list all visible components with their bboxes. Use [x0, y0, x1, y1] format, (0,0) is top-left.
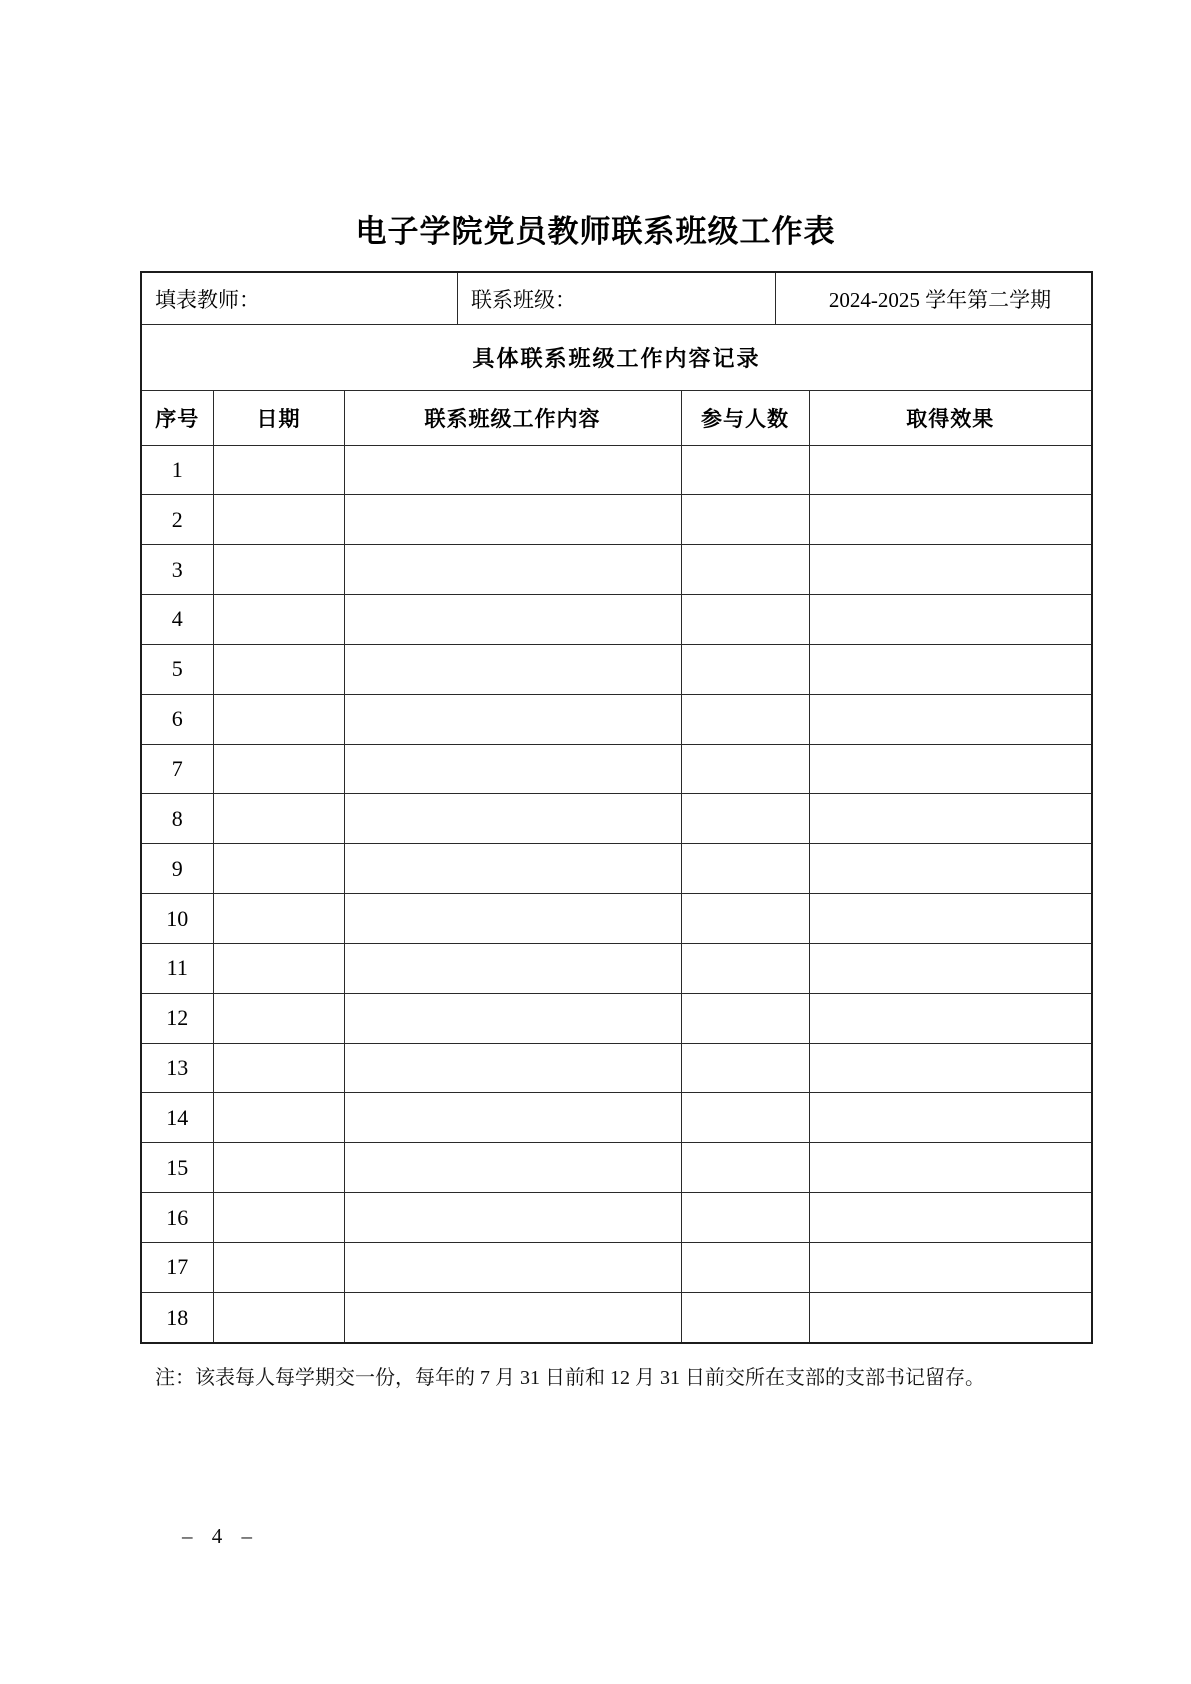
row-date-cell[interactable] — [213, 1292, 344, 1342]
row-participants-cell[interactable] — [681, 545, 809, 595]
footer-note: 注：该表每人每学期交一份，每年的 7 月 31 日前和 12 月 31 日前交所在支部的支部书记留存。 — [155, 1367, 985, 1389]
row-number-cell: 13 — [142, 1043, 213, 1093]
table-row — [142, 545, 1091, 595]
row-content-cell[interactable] — [344, 1093, 681, 1143]
row-number-cell: 18 — [142, 1292, 213, 1342]
row-number-cell: 10 — [142, 894, 213, 944]
row-result-cell[interactable] — [809, 1243, 1091, 1293]
row-result-cell[interactable] — [809, 943, 1091, 993]
table-row — [142, 943, 1091, 993]
row-content-cell[interactable] — [344, 744, 681, 794]
row-content-cell[interactable] — [344, 1193, 681, 1243]
column-header-index: 序号 — [142, 391, 213, 445]
section-header-text: 具体联系班级工作内容记录 — [472, 346, 761, 371]
form-info-row — [142, 273, 1091, 325]
row-content-cell[interactable] — [344, 1243, 681, 1293]
row-participants-cell[interactable] — [681, 1243, 809, 1293]
row-content-cell[interactable] — [344, 794, 681, 844]
row-content-cell[interactable] — [344, 1292, 681, 1342]
row-number-cell: 11 — [142, 943, 213, 993]
row-content-cell[interactable] — [344, 545, 681, 595]
row-number-cell: 2 — [142, 495, 213, 545]
table-row — [142, 844, 1091, 894]
row-number-cell: 5 — [142, 644, 213, 694]
row-content-cell[interactable] — [344, 1043, 681, 1093]
table-row — [142, 1043, 1091, 1093]
row-result-cell[interactable] — [809, 595, 1091, 645]
row-date-cell[interactable] — [213, 744, 344, 794]
row-date-cell[interactable] — [213, 545, 344, 595]
semester-cell — [776, 273, 1091, 324]
row-content-cell[interactable] — [344, 844, 681, 894]
row-number-cell: 14 — [142, 1093, 213, 1143]
table-row — [142, 495, 1091, 545]
row-content-cell[interactable] — [344, 644, 681, 694]
row-participants-cell[interactable] — [681, 694, 809, 744]
row-date-cell[interactable] — [213, 644, 344, 694]
row-number-cell: 8 — [142, 794, 213, 844]
column-header-result: 取得效果 — [809, 391, 1091, 445]
row-number-cell: 17 — [142, 1243, 213, 1293]
row-result-cell[interactable] — [809, 545, 1091, 595]
row-date-cell[interactable] — [213, 1193, 344, 1243]
row-date-cell[interactable] — [213, 943, 344, 993]
row-date-cell[interactable] — [213, 445, 344, 495]
table-row — [142, 595, 1091, 645]
row-participants-cell[interactable] — [681, 844, 809, 894]
row-date-cell[interactable] — [213, 1243, 344, 1293]
row-participants-cell[interactable] — [681, 1143, 809, 1193]
row-number-cell: 4 — [142, 595, 213, 645]
class-label: 联系班级： — [471, 287, 576, 312]
column-header-content: 联系班级工作内容 — [344, 391, 681, 445]
teacher-value-field[interactable] — [260, 273, 457, 324]
row-result-cell[interactable] — [809, 694, 1091, 744]
row-number-cell: 6 — [142, 694, 213, 744]
table-row — [142, 1193, 1091, 1243]
row-participants-cell[interactable] — [681, 993, 809, 1043]
row-date-cell[interactable] — [213, 495, 344, 545]
table-row — [142, 644, 1091, 694]
table-row — [142, 744, 1091, 794]
row-result-cell[interactable] — [809, 1143, 1091, 1193]
row-result-cell[interactable] — [809, 744, 1091, 794]
row-content-cell[interactable] — [344, 595, 681, 645]
column-header-participants: 参与人数 — [681, 391, 809, 445]
row-date-cell[interactable] — [213, 794, 344, 844]
row-result-cell[interactable] — [809, 1043, 1091, 1093]
form-table-body — [142, 445, 1091, 1342]
row-participants-cell[interactable] — [681, 1043, 809, 1093]
row-participants-cell[interactable] — [681, 445, 809, 495]
table-row — [142, 794, 1091, 844]
row-result-cell[interactable] — [809, 993, 1091, 1043]
row-result-cell[interactable] — [809, 1093, 1091, 1143]
row-content-cell[interactable] — [344, 894, 681, 944]
row-result-cell[interactable] — [809, 445, 1091, 495]
semester-text: 2024-2025 学年第二学期 — [828, 287, 1052, 312]
row-result-cell[interactable] — [809, 1193, 1091, 1243]
class-value-field[interactable] — [576, 273, 775, 324]
row-participants-cell[interactable] — [681, 495, 809, 545]
row-result-cell[interactable] — [809, 644, 1091, 694]
form-table — [140, 271, 1093, 1344]
table-row — [142, 1243, 1091, 1293]
column-header-date: 日期 — [213, 391, 344, 445]
work-record-table — [142, 391, 1091, 1342]
row-date-cell[interactable] — [213, 595, 344, 645]
row-result-cell[interactable] — [809, 495, 1091, 545]
row-participants-cell[interactable] — [681, 794, 809, 844]
row-content-cell[interactable] — [344, 993, 681, 1043]
row-result-cell[interactable] — [809, 844, 1091, 894]
row-content-cell[interactable] — [344, 495, 681, 545]
row-number-cell: 12 — [142, 993, 213, 1043]
page-title: 电子学院党员教师联系班级工作表 — [355, 214, 836, 249]
row-date-cell[interactable] — [213, 1143, 344, 1193]
row-number-cell: 16 — [142, 1193, 213, 1243]
row-content-cell[interactable] — [344, 1143, 681, 1193]
row-date-cell[interactable] — [213, 844, 344, 894]
teacher-label: 填表教师： — [155, 287, 260, 312]
table-header — [142, 391, 1091, 445]
row-number-cell: 3 — [142, 545, 213, 595]
table-row — [142, 1292, 1091, 1342]
table-row — [142, 694, 1091, 744]
row-content-cell[interactable] — [344, 943, 681, 993]
row-date-cell[interactable] — [213, 1093, 344, 1143]
row-participants-cell[interactable] — [681, 595, 809, 645]
row-date-cell[interactable] — [213, 1043, 344, 1093]
table-row — [142, 993, 1091, 1043]
row-participants-cell[interactable] — [681, 1193, 809, 1243]
row-participants-cell[interactable] — [681, 1292, 809, 1342]
row-content-cell[interactable] — [344, 445, 681, 495]
row-number-cell: 7 — [142, 744, 213, 794]
row-result-cell[interactable] — [809, 894, 1091, 944]
row-number-cell: 15 — [142, 1143, 213, 1193]
row-participants-cell[interactable] — [681, 1093, 809, 1143]
table-row — [142, 1093, 1091, 1143]
teacher-cell — [142, 273, 458, 324]
row-number-cell: 1 — [142, 445, 213, 495]
row-result-cell[interactable] — [809, 1292, 1091, 1342]
row-number-cell: 9 — [142, 844, 213, 894]
row-date-cell[interactable] — [213, 894, 344, 944]
table-row — [142, 894, 1091, 944]
page-number: – 4 – — [182, 1524, 255, 1548]
row-participants-cell[interactable] — [681, 644, 809, 694]
row-participants-cell[interactable] — [681, 894, 809, 944]
row-content-cell[interactable] — [344, 694, 681, 744]
class-cell — [458, 273, 776, 324]
section-header-row — [142, 325, 1091, 391]
table-row — [142, 1143, 1091, 1193]
row-result-cell[interactable] — [809, 794, 1091, 844]
row-participants-cell[interactable] — [681, 943, 809, 993]
row-date-cell[interactable] — [213, 993, 344, 1043]
table-row — [142, 445, 1091, 495]
row-participants-cell[interactable] — [681, 744, 809, 794]
row-date-cell[interactable] — [213, 694, 344, 744]
